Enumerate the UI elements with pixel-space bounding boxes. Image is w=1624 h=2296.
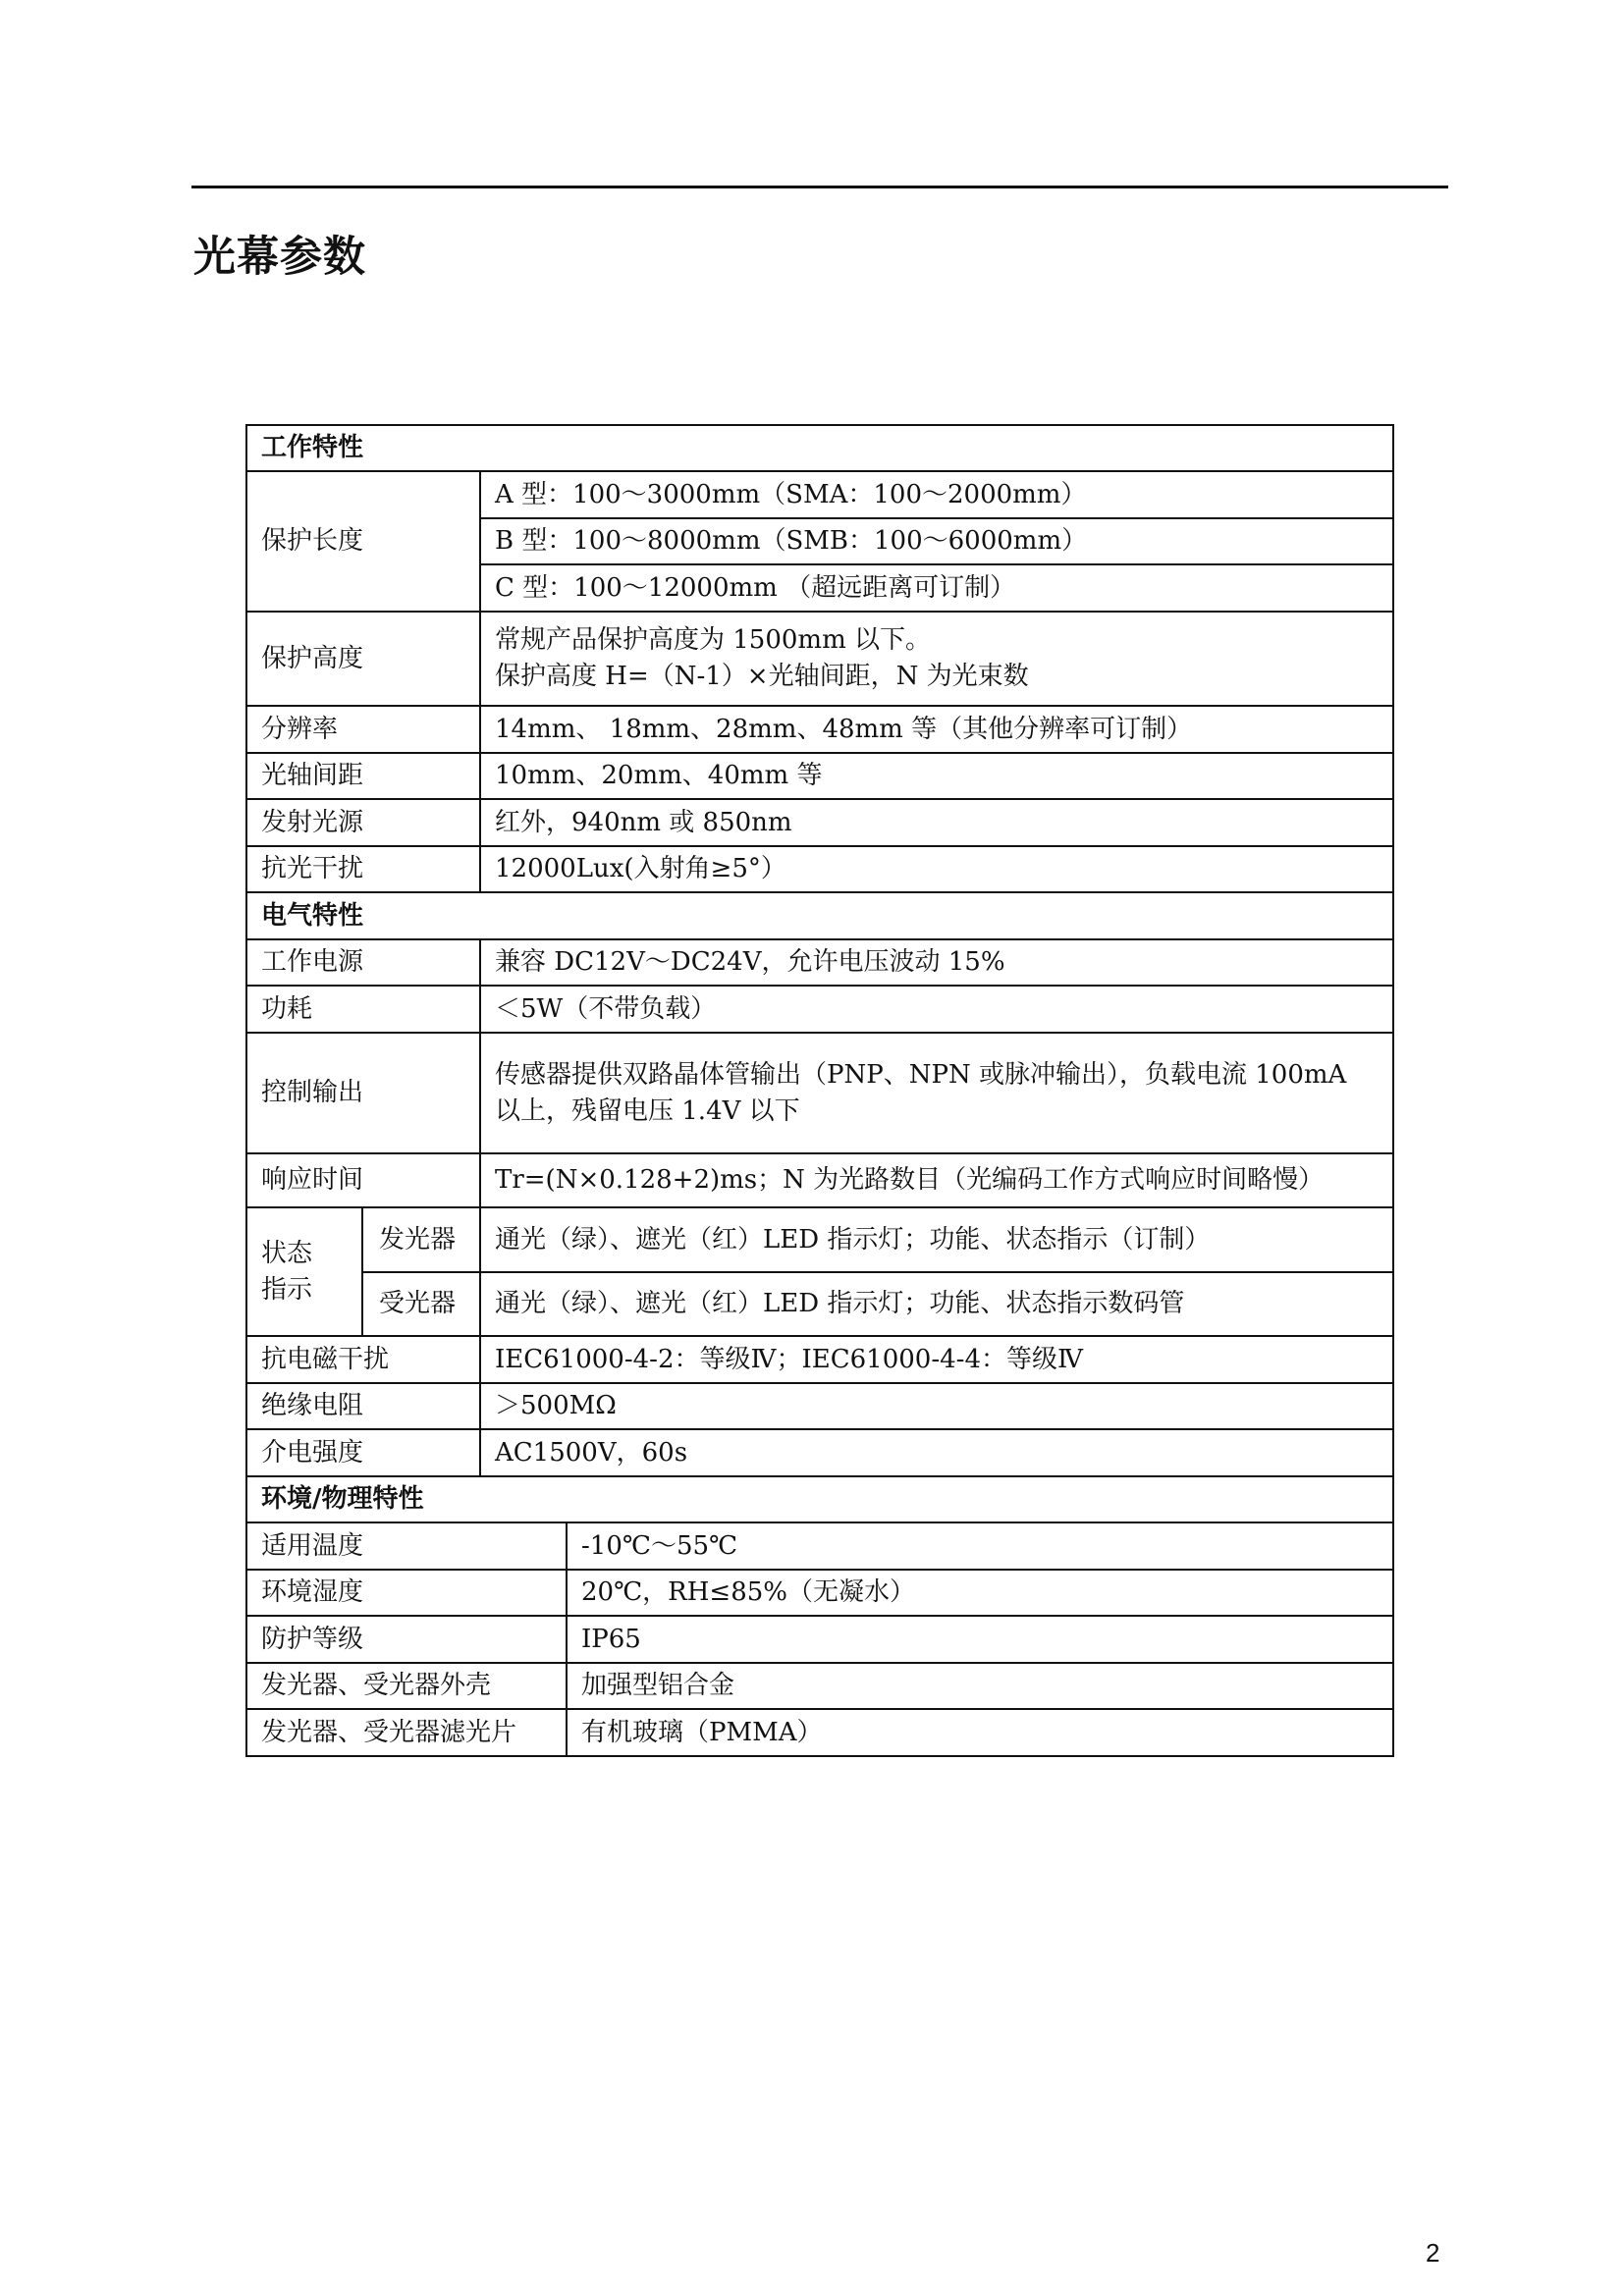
table-row [246, 939, 1393, 986]
dielectric-label: 介电强度 [246, 1429, 480, 1476]
housing-label: 发光器、受光器外壳 [246, 1663, 567, 1709]
table-row [246, 1663, 1393, 1709]
page-number: 2 [1426, 2238, 1440, 2268]
power-consumption-value: ＜5W（不带负载） [480, 986, 1393, 1033]
resolution-label: 分辨率 [246, 706, 480, 753]
anti-light-label: 抗光干扰 [246, 846, 480, 892]
temperature-value: -10℃～55℃ [567, 1522, 1393, 1570]
power-supply-value: 兼容 DC12V～DC24V，允许电压波动 15% [480, 939, 1393, 986]
table-row [246, 1207, 1393, 1272]
section-row-environment [246, 1476, 1393, 1522]
table-row [246, 706, 1393, 753]
section-electrical: 电气特性 [246, 892, 1393, 939]
emc-value: IEC61000-4-2：等级Ⅳ；IEC61000-4-4：等级Ⅳ [480, 1336, 1393, 1383]
response-time-value: Tr=(N×0.128+2)ms；N 为光路数目（光编码工作方式响应时间略慢） [480, 1153, 1393, 1207]
insulation-value: ＞500MΩ [480, 1383, 1393, 1429]
status-label [246, 1207, 362, 1336]
protection-class-label: 防护等级 [246, 1616, 567, 1663]
light-source-value: 红外，940nm 或 850nm [480, 799, 1393, 846]
light-source-label: 发射光源 [246, 799, 480, 846]
table-row [246, 1033, 1393, 1153]
humidity-label: 环境湿度 [246, 1570, 567, 1616]
anti-light-value: 12000Lux(入射角≥5°） [480, 846, 1393, 892]
control-output-label: 控制输出 [246, 1033, 480, 1153]
protect-height-line2: 保护高度 H=（N-1）×光轴间距，N 为光束数 [495, 662, 1029, 691]
table-row [246, 1336, 1393, 1383]
table-row [246, 1153, 1393, 1207]
table-row [246, 471, 1393, 518]
spec-table [245, 424, 1394, 1757]
housing-value: 加强型铝合金 [567, 1663, 1393, 1709]
table-row [246, 612, 1393, 706]
section-work: 工作特性 [246, 425, 1393, 471]
status-label-line2: 指示 [261, 1274, 313, 1305]
control-output-value [480, 1033, 1393, 1153]
table-row [246, 986, 1393, 1033]
table-row [246, 799, 1393, 846]
control-output-line2: 以上，残留电压 1.4V 以下 [495, 1095, 800, 1126]
control-output-line1: 传感器提供双路晶体管输出（PNP、NPN 或脉冲输出），负载电流 100mA [495, 1059, 1347, 1090]
protect-length-b: B 型：100～8000mm（SMB：100～6000mm） [480, 518, 1393, 564]
status-label-line1: 状态 [261, 1238, 313, 1268]
axis-spacing-value: 10mm、20mm、40mm 等 [480, 753, 1393, 799]
table-row [246, 753, 1393, 799]
response-time-label: 响应时间 [246, 1153, 480, 1207]
resolution-value: 14mm、 18mm、28mm、48mm 等（其他分辨率可订制） [480, 706, 1393, 753]
protection-class-value: IP65 [567, 1616, 1393, 1663]
status-receiver-label: 受光器 [362, 1272, 480, 1336]
protect-length-a: A 型：100～3000mm（SMA：100～2000mm） [480, 471, 1393, 518]
page-title: 光幕参数 [193, 233, 366, 282]
protect-height-value [480, 612, 1393, 706]
protect-height-label: 保护高度 [246, 612, 480, 706]
section-row-electrical [246, 892, 1393, 939]
table-row [246, 1522, 1393, 1570]
table-row [246, 1429, 1393, 1476]
table-row [246, 846, 1393, 892]
power-consumption-label: 功耗 [246, 986, 480, 1033]
humidity-value: 20℃，RH≤85%（无凝水） [567, 1570, 1393, 1616]
temperature-label: 适用温度 [246, 1522, 567, 1570]
status-emitter-value: 通光（绿）、遮光（红）LED 指示灯；功能、状态指示（订制） [480, 1207, 1393, 1272]
table-row [246, 1272, 1393, 1336]
table-row [246, 1616, 1393, 1663]
table-row [246, 1570, 1393, 1616]
insulation-label: 绝缘电阻 [246, 1383, 480, 1429]
table-row [246, 1709, 1393, 1756]
protect-height-line1: 常规产品保护高度为 1500mm 以下。 [495, 625, 932, 655]
filter-value: 有机玻璃（PMMA） [567, 1709, 1393, 1756]
axis-spacing-label: 光轴间距 [246, 753, 480, 799]
status-receiver-value: 通光（绿）、遮光（红）LED 指示灯；功能、状态指示数码管 [480, 1272, 1393, 1336]
status-emitter-label: 发光器 [362, 1207, 480, 1272]
top-rule [191, 186, 1448, 188]
protect-length-c: C 型：100～12000mm （超远距离可订制） [480, 564, 1393, 612]
section-row-work [246, 425, 1393, 471]
protect-length-label: 保护长度 [246, 471, 480, 612]
section-environment: 环境/物理特性 [246, 1476, 1393, 1522]
emc-label: 抗电磁干扰 [246, 1336, 480, 1383]
filter-label: 发光器、受光器滤光片 [246, 1709, 567, 1756]
table-row [246, 1383, 1393, 1429]
dielectric-value: AC1500V，60s [480, 1429, 1393, 1476]
power-supply-label: 工作电源 [246, 939, 480, 986]
